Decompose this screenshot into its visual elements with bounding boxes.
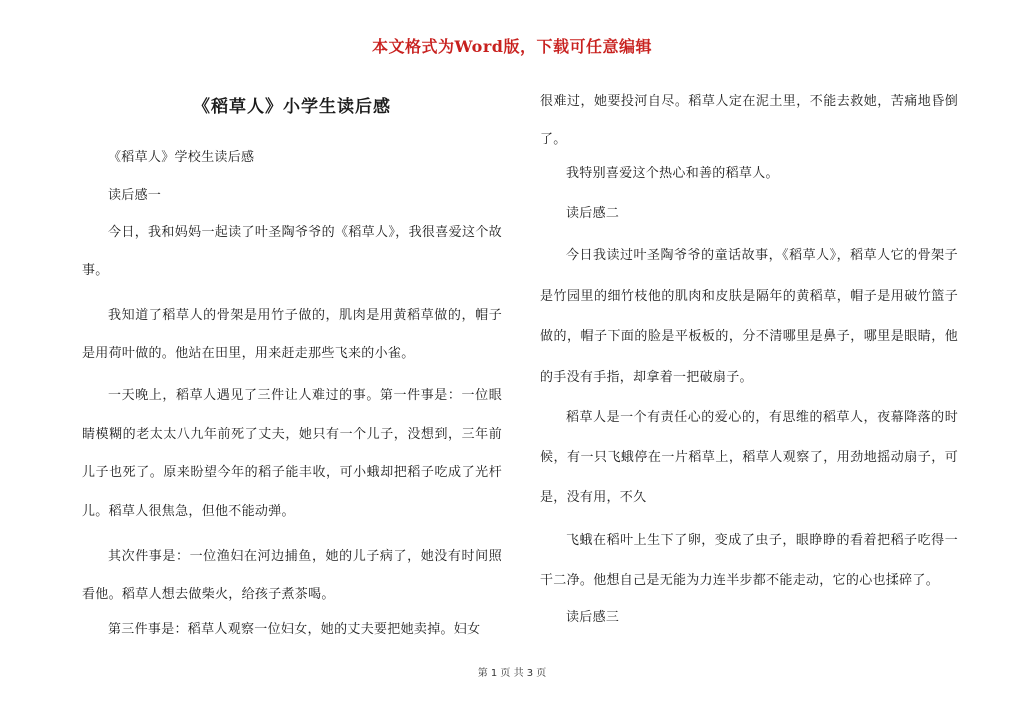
word-format-banner: 本文格式为Word版，下载可任意编辑 bbox=[372, 37, 652, 56]
paragraph: 一天晚上，稻草人遇见了三件让人难过的事。第一件事是：一位眼睛模糊的老太太八九年前死了丈夫，她只有一个儿子，没想到，三年前儿子也死了。原来盼望今年的稻子能丰收，可小蛾却把稻子吃成了光杆儿。稻草人很焦急，但他不能动弹。 bbox=[82, 388, 502, 519]
paragraph: 读后感二 bbox=[566, 206, 620, 221]
paragraph: 很难过，她要投河自尽。稻草人定在泥土里，不能去救她，苦痛地昏倒了。 bbox=[540, 94, 958, 147]
page-number-footer: 第 1 页 共 3 页 bbox=[477, 668, 547, 679]
paragraph: 飞蛾在稻叶上生下了卵，变成了虫子，眼睁睁的看着把稻子吃得一干二净。他想自己是无能为力连半步都不能走动，它的心也揉碎了。 bbox=[540, 533, 958, 588]
paragraph: 其次件事是：一位渔妇在河边捕鱼，她的儿子病了，她没有时间照看他。稻草人想去做柴火，给孩子煮茶喝。 bbox=[82, 549, 502, 602]
paragraph: 稻草人是一个有责任心的爱心的，有思维的稻草人，夜幕降落的时候，有一只飞蛾停在一片稻草上，稻草人观察了，用劲地摇动扇子，可是，没有用，不久 bbox=[540, 410, 958, 505]
document-title: 《稻草人》小学生读后感 bbox=[193, 97, 391, 117]
paragraph: 读后感一 bbox=[108, 188, 162, 203]
paragraph: 读后感三 bbox=[566, 610, 620, 625]
paragraph: 今日我读过叶圣陶爷爷的童话故事，《稻草人》，稻草人它的骨架子是竹园里的细竹枝他的肌肉和皮肤是隔年的黄稻草，帽子是用破竹篮子做的，帽子下面的脸是平板板的，分不清哪里是鼻子，哪里是眼睛，他的手没有手指，却拿着一把破扇子。 bbox=[540, 248, 958, 385]
paragraph: 《稻草人》学校生读后感 bbox=[108, 150, 255, 165]
paragraph: 第三件事是：稻草人观察一位妇女，她的丈夫要把她卖掉。妇女 bbox=[108, 622, 481, 637]
paragraph: 今日，我和妈妈一起读了叶圣陶爷爷的《稻草人》，我很喜爱这个故事。 bbox=[82, 225, 502, 278]
paragraph: 我知道了稻草人的骨架是用竹子做的，肌肉是用黄稻草做的，帽子是用荷叶做的。他站在田里，用来赶走那些飞来的小雀。 bbox=[82, 308, 502, 361]
paragraph: 我特别喜爱这个热心和善的稻草人。 bbox=[566, 166, 779, 181]
